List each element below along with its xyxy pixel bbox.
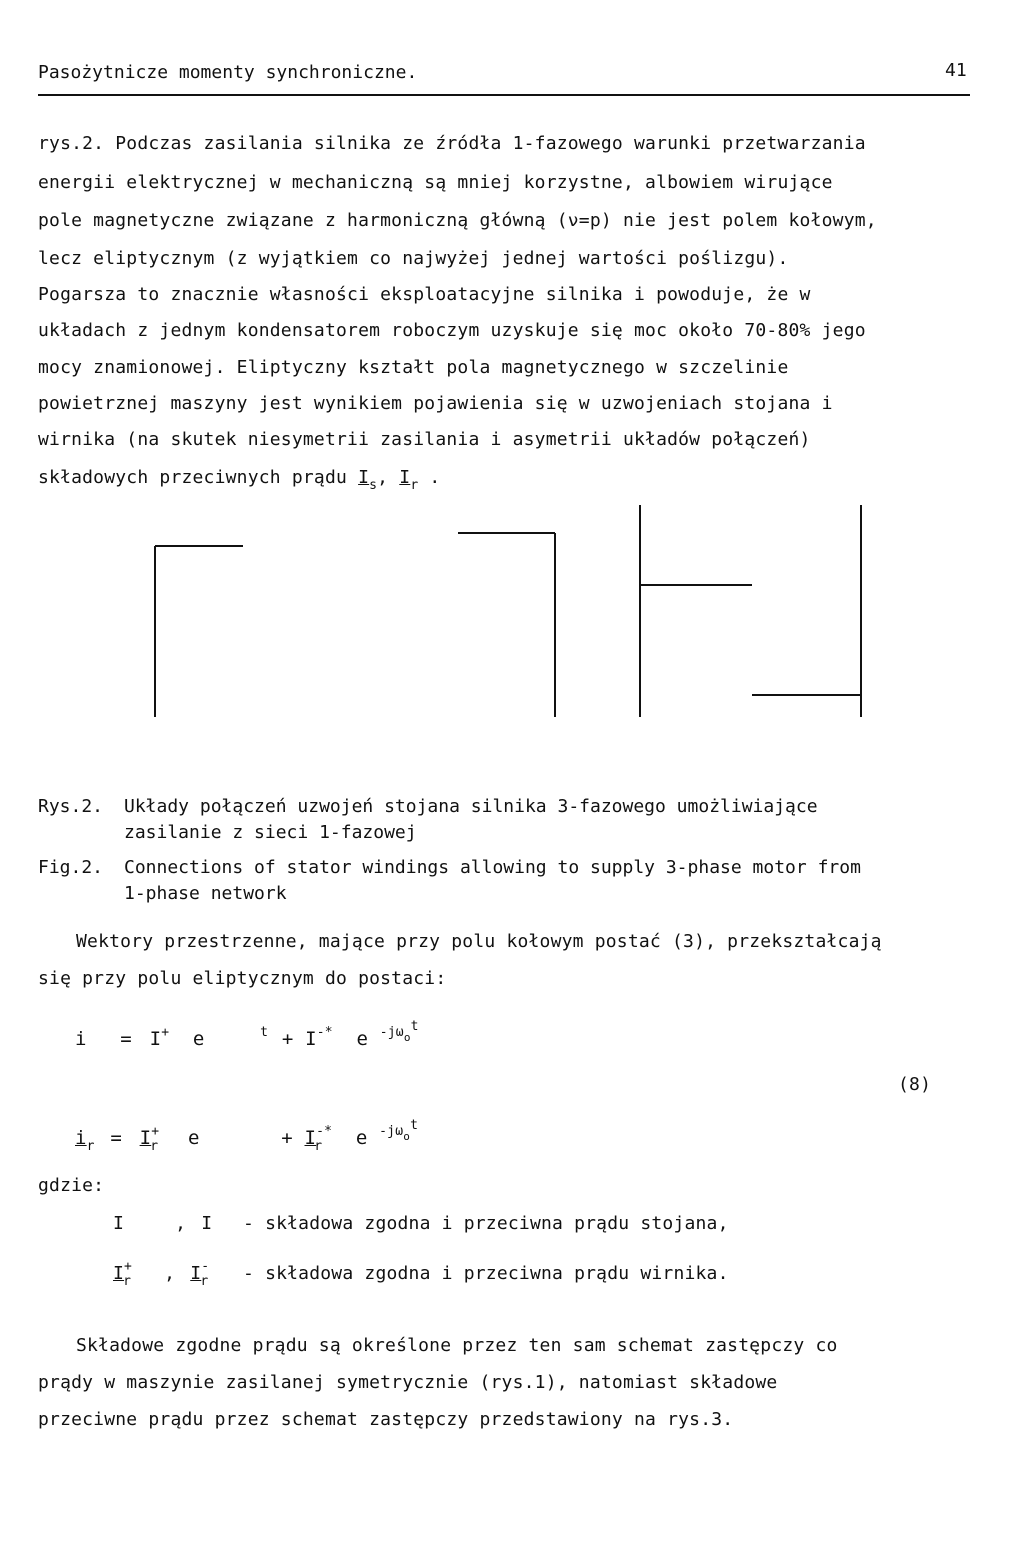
caption-en-label: Fig.2. bbox=[38, 857, 104, 878]
caption-pl-line1: Układy połączeń uzwojeń stojana silnika 3-fazowego umożliwiające bbox=[124, 796, 818, 817]
eq1-lhs: i bbox=[75, 1028, 87, 1050]
equation-number: (8) bbox=[898, 1074, 932, 1095]
where-label: gdzie: bbox=[38, 1175, 105, 1196]
eq1-equals: = bbox=[120, 1028, 132, 1050]
paragraph1-line4: lecz eliptycznym (z wyjątkiem co najwyżej jednej wartości poślizgu). bbox=[38, 248, 789, 269]
paragraph1-line5: Pogarsza to znacznie własności eksploatacyjne silnika i powoduje, że w bbox=[38, 284, 811, 305]
winding-connections-figure bbox=[0, 495, 1024, 735]
paragraph3-line1: Składowe zgodne prądu są określone przez ten sam schemat zastępczy co bbox=[76, 1335, 838, 1356]
eq1-I2: I bbox=[305, 1028, 317, 1050]
eq1-plus: + bbox=[281, 1028, 294, 1050]
paragraph3-line2: prądy w maszynie zasilanej symetrycznie (rys.1), natomiast składowe bbox=[38, 1372, 778, 1393]
paragraph1-line10: składowych przeciwnych prądu $I_s$, $I_r$ . bbox=[38, 467, 441, 493]
equation-2 bbox=[75, 1118, 419, 1154]
eq2-lhs: $i_r$ bbox=[75, 1127, 95, 1154]
paragraph1-line9: wirnika (na skutek niesymetrii zasilania i asymetrii układów połączeń) bbox=[38, 429, 811, 450]
caption-pl-label: Rys.2. bbox=[38, 796, 104, 817]
diagram-right bbox=[640, 505, 861, 717]
paragraph1-line2: energii elektrycznej w mechaniczną są mniej korzystne, albowiem wirujące bbox=[38, 172, 833, 193]
eq2-exponent: -jωot bbox=[379, 1118, 419, 1143]
paragraph1-line6: układach z jednym kondensatorem roboczym uzyskuje się moc około 70-80% jego bbox=[38, 320, 866, 341]
eq1-I: I bbox=[149, 1028, 162, 1050]
eq2-plus: + bbox=[281, 1127, 293, 1149]
equation-1: i = I+ e $^t$ + I-* e $^{-j\omega_ot}$ bbox=[75, 1019, 419, 1050]
running-header-title: Pasożytnicze momenty synchroniczne. bbox=[38, 62, 418, 83]
where-row2-symbols: $I^+_r$ , $I^-_r$ bbox=[113, 1259, 210, 1289]
where-row2-description: - składowa zgodna i przeciwna prądu wirnika. bbox=[243, 1263, 729, 1284]
paragraph1-line3: pole magnetyczne związane z harmoniczną główną (ν=p) nie jest polem kołowym, bbox=[38, 210, 877, 231]
header-rule bbox=[38, 94, 970, 96]
eq2-e: e bbox=[187, 1127, 200, 1149]
caption-en-line1: Connections of stator windings allowing to supply 3-phase motor from bbox=[124, 857, 861, 878]
paragraph2-line1: Wektory przestrzenne, mające przy polu kołowym postać (3), przekształcają bbox=[76, 931, 882, 952]
where-row1-symbols: I , I bbox=[113, 1213, 213, 1234]
paragraph1-line1: rys.2. Podczas zasilania silnika ze źródła 1-fazowego warunki przetwarzania bbox=[38, 133, 866, 154]
paragraph3-line3: przeciwne prądu przez schemat zastępczy przedstawiony na rys.3. bbox=[38, 1409, 734, 1430]
paragraph1-line10-text: składowych przeciwnych prądu bbox=[38, 467, 348, 488]
eq2-equals: = bbox=[110, 1127, 122, 1149]
symbol-I-r: $I_r$ bbox=[399, 467, 419, 493]
paragraph1-line8: powietrznej maszyny jest wynikiem pojawienia się w uzwojeniach stojana i bbox=[38, 393, 833, 414]
where-row1-description: - składowa zgodna i przeciwna prądu stojana, bbox=[243, 1213, 729, 1234]
symbol-I-s: $I_s$ bbox=[358, 467, 378, 493]
eq2-I2: $I^{-*}_r$ bbox=[304, 1124, 333, 1154]
page-number: 41 bbox=[945, 60, 967, 81]
paragraph2-line2: się przy polu eliptycznym do postaci: bbox=[38, 968, 447, 989]
eq2-I: $I^+_r$ bbox=[139, 1124, 160, 1154]
eq1-t: t bbox=[260, 1025, 269, 1040]
eq2-e2: e bbox=[355, 1127, 368, 1149]
eq1-exponent: -jωot bbox=[379, 1019, 419, 1044]
caption-pl-line2: zasilanie z sieci 1-fazowej bbox=[124, 822, 417, 843]
where-row2-Ir-plus: $I^+_r$ bbox=[113, 1259, 133, 1289]
caption-en-line2: 1-phase network bbox=[124, 883, 287, 904]
paragraph1-line7: mocy znamionowej. Eliptyczny kształt pola magnetycznego w szczelinie bbox=[38, 357, 789, 378]
diagram-middle bbox=[458, 533, 555, 717]
where-row2-Ir-minus: $I^-_r$ bbox=[190, 1259, 210, 1289]
diagram-left bbox=[155, 546, 243, 717]
eq1-e2: e bbox=[356, 1028, 369, 1050]
eq1-e: e bbox=[192, 1028, 205, 1050]
